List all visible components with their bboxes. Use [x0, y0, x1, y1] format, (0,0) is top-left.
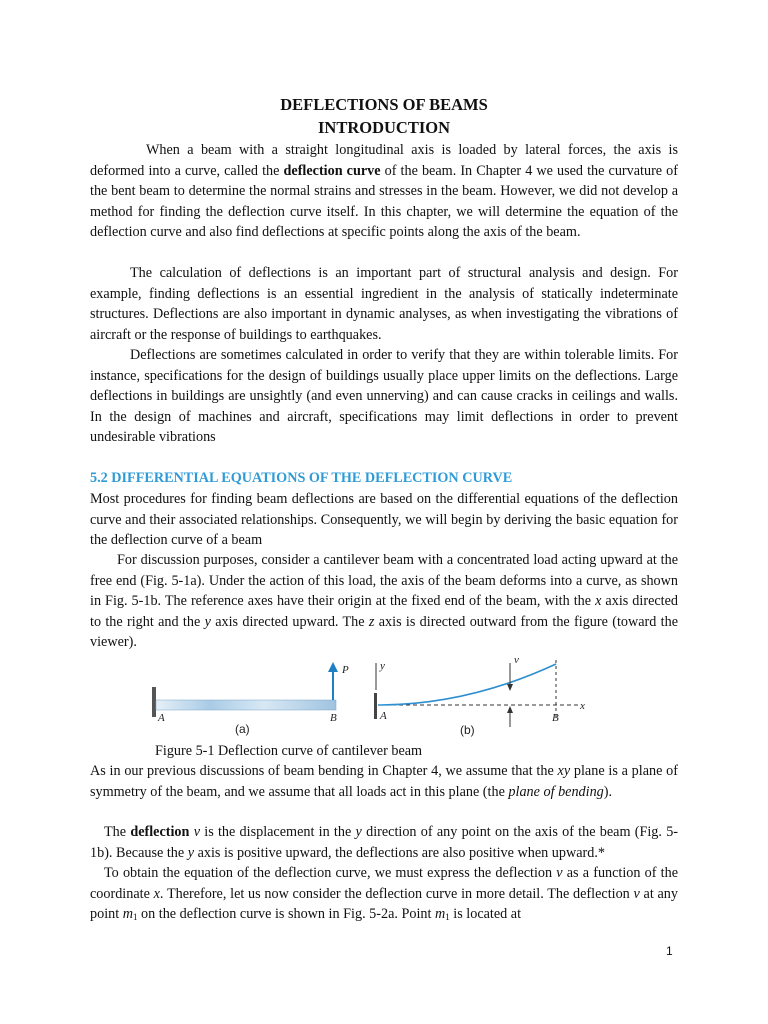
italic-symbol-z: z — [368, 613, 375, 630]
text-run: axis is directed outward from the figure (toward the viewer). — [90, 613, 678, 650]
text-run: ). — [603, 783, 613, 800]
italic-symbol-y: y — [204, 613, 211, 630]
italic-symbol-m: m — [434, 906, 446, 922]
italic-symbol-x: x — [153, 885, 160, 902]
label-point-a: A — [380, 710, 387, 722]
document-title: DEFLECTIONS OF BEAMS — [280, 95, 488, 114]
text-run: When a beam with a straight longitudinal axis is loaded by lateral forces, the axis is deformed into a curve, called the — [90, 142, 678, 179]
text-run: at any point — [90, 885, 678, 922]
label-point-a: A — [158, 712, 165, 724]
bold-term-deflection-curve: deflection curve — [283, 162, 381, 179]
section-paragraph-2 — [90, 550, 678, 653]
page-number: 1 — [666, 944, 673, 958]
italic-symbol-v: v — [633, 885, 640, 902]
label-point-b: B — [552, 712, 559, 724]
label-deflection-v: v — [514, 655, 519, 666]
text-run: is the displacement in the — [200, 824, 356, 840]
intro-paragraph-1 — [90, 140, 678, 243]
body-paragraph-1 — [90, 761, 678, 802]
subfigure-a — [152, 662, 349, 736]
subfigure-b — [374, 655, 585, 737]
subscript-1: 1 — [445, 912, 450, 922]
text-run: As in our previous discussions of beam bending in Chapter 4, we assume that the — [90, 763, 558, 779]
text-run: The — [104, 824, 131, 840]
italic-symbol-v: v — [193, 824, 200, 840]
text-run: plane is a plane of symmetry of the beam, and we assume that all loads act in this plane (the — [90, 763, 678, 800]
subscript-1: 1 — [132, 912, 138, 922]
figure-cantilever-beam — [140, 655, 610, 740]
fixed-support-wall — [374, 693, 377, 719]
italic-symbol-x: x — [595, 593, 602, 609]
text-run: on the deflection curve is shown in Fig. 5-2a. Point — [137, 906, 435, 922]
body-paragraph-2 — [90, 822, 678, 863]
text-run: of the beam. In Chapter 4 we used the curvature of the bent beam to determine the normal strains and stresses in the beam. However, we did not develop a method for finding the deflection curve itself. In this chapter, we will determine the equation of the deflection curve and also find deflections at specific points along the axis of the beam. — [90, 162, 678, 240]
italic-symbol-v: v — [556, 865, 563, 881]
italic-term-plane-of-bending: plane of bending — [508, 783, 604, 800]
text-run: is located at — [449, 906, 522, 922]
text-run: axis directed to the right and the — [90, 593, 678, 630]
deflection-curve — [378, 664, 556, 705]
figure-caption: Figure 5-1 Deflection curve of cantilever beam — [155, 743, 423, 759]
intro-paragraph-2: The calculation of deflections is an important part of structural analysis and design. For example, finding deflections is an essential ingredient in the analysis of statically indeterminate structures. Deflections are also important in dynamic analyses, as when investigating the vibrations of aircraft or the response of buildings to earthquakes. — [90, 265, 678, 343]
arrowhead-icon — [507, 706, 513, 713]
text-run: direction of any point on the axis of the beam (Fig. 5-1b). Because the — [90, 824, 679, 861]
text-run: For discussion purposes, consider a cantilever beam with a concentrated load acting upward at the free end (Fig. 5-1a). Under the action of this load, the axis of the beam deforms into a curve, as shown in Fig. 5-1b. The reference axes have their origin at the fixed end of the beam, with the — [90, 552, 678, 609]
italic-symbol-y: y — [187, 844, 195, 861]
text-run: axis is positive upward, the deflections are also positive when upward.* — [194, 844, 605, 861]
text-run: To obtain the equation of the deflection curve, we must express the deflection — [104, 865, 557, 881]
subfigure-b-caption: (b) — [460, 723, 475, 737]
label-point-b: B — [330, 712, 337, 724]
italic-symbol-y: y — [355, 824, 362, 840]
section-heading: 5.2 DIFFERENTIAL EQUATIONS OF THE DEFLECTION CURVE — [90, 470, 513, 486]
bold-term-deflection: deflection — [130, 824, 190, 840]
italic-symbol-xy: xy — [557, 763, 571, 779]
body-paragraph-3 — [90, 863, 678, 928]
arrowhead-icon — [507, 684, 513, 691]
text-run: . Therefore, let us now consider the deflection curve in more detail. The deflection — [159, 885, 634, 902]
italic-symbol-m: m — [122, 906, 133, 922]
text-run: as a function of the coordinate — [90, 865, 678, 902]
section-title-introduction: INTRODUCTION — [317, 118, 451, 137]
intro-paragraph-3: Deflections are sometimes calculated in order to verify that they are within tolerable limits. For instance, specifications for the design of buildings usually place upper limits on the deflections. Large deflections in buildings are unsightly (and even unnerving) and can cause cracks in ceilings and walls. In the design of machines and aircraft, specifications may limit deflections in order to prevent undesirable vibrations — [90, 347, 678, 445]
label-x-axis: x — [580, 700, 585, 712]
text-run: axis directed upward. The — [210, 613, 369, 630]
section-paragraph-1: Most procedures for finding beam deflections are based on the differential equations of the deflection curve and their associated relationships. Consequently, we will begin by deriving the basic equation for the deflection curve of a beam — [90, 491, 678, 548]
beam — [156, 700, 336, 710]
arrowhead-icon — [328, 662, 338, 672]
label-y-axis: y — [380, 660, 385, 672]
label-load-p: P — [342, 664, 349, 676]
subfigure-a-caption: (a) — [235, 722, 250, 736]
fixed-support-wall — [152, 687, 156, 717]
